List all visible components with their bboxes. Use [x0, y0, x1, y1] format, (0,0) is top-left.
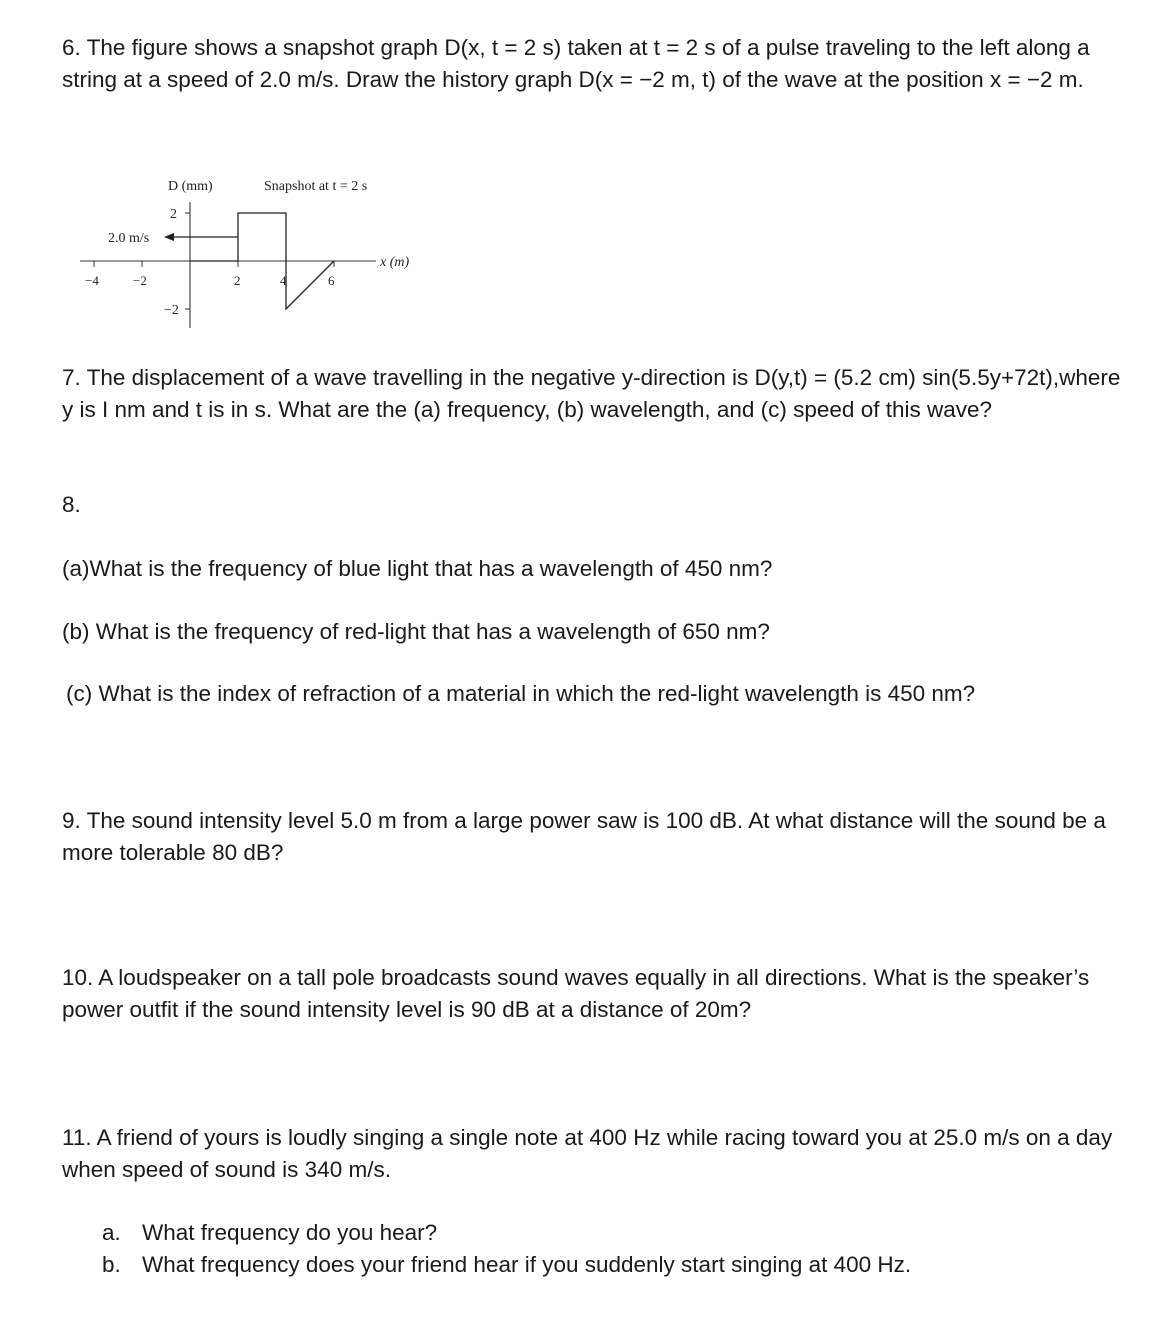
question-8-number: 8.: [62, 492, 81, 517]
x-axis-label: x (m): [380, 255, 410, 270]
y-tick-label: 2: [170, 207, 177, 222]
question-6-text: 6. The figure shows a snapshot graph D(x, t = 2 s) taken at t = 2 s of a pulse traveling to the left along a string at a speed of 2.0 m/s. Draw the history graph D(x = −2 m, t) of the wave at the position x = −2 m.: [62, 35, 1090, 92]
x-tick-label: −4: [85, 273, 99, 288]
x-tick-label: −2: [133, 273, 147, 288]
question-11b-text: What frequency does your friend hear if you suddenly start singing at 400 Hz.: [142, 1252, 912, 1277]
question-8c-text: (c) What is the index of refraction of a material in which the red-light wavelength is 450 nm?: [66, 681, 976, 706]
snapshot-label: Snapshot at t = 2 s: [264, 179, 368, 194]
list-item: [102, 1217, 911, 1249]
list-item: [102, 1249, 911, 1281]
list-marker: a.: [102, 1220, 121, 1245]
question-11a-text: What frequency do you hear?: [142, 1220, 438, 1245]
question-8b-text: (b) What is the frequency of red-light that has a wavelength of 650 nm?: [62, 619, 770, 644]
question-7-text: 7. The displacement of a wave travelling in the negative y-direction is D(y,t) = (5.2 cm) sin(5.5y+72t),where y is I nm and t is in s. What are the (a) frequency, (b) wavelength, and (c) speed of this wave?: [62, 365, 1121, 422]
question-9-text: 9. The sound intensity level 5.0 m from a large power saw is 100 dB. At what distance will the sound be a more tolerable 80 dB?: [62, 808, 1106, 865]
x-tick-label: 6: [328, 273, 335, 288]
question-8a-text: (a)What is the frequency of blue light that has a wavelength of 450 nm?: [62, 556, 773, 581]
y-tick-label: −2: [164, 303, 179, 318]
x-tick-label: 2: [234, 273, 241, 288]
snapshot-graph: [80, 168, 440, 328]
question-11-text: 11. A friend of yours is loudly singing a single note at 400 Hz while racing toward you at 25.0 m/s on a day when speed of sound is 340 m/s.: [62, 1125, 1113, 1182]
x-tick-label: 4: [280, 273, 287, 288]
question-10-text: 10. A loudspeaker on a tall pole broadcasts sound waves equally in all directions. What is the speaker’s power outfit if the sound intensity level is 90 dB at a distance of 20m?: [62, 965, 1090, 1022]
speed-label: 2.0 m/s: [108, 231, 150, 246]
y-axis-label: D (mm): [168, 179, 213, 194]
list-marker: b.: [102, 1252, 121, 1277]
question-11-subparts: [102, 1217, 911, 1281]
